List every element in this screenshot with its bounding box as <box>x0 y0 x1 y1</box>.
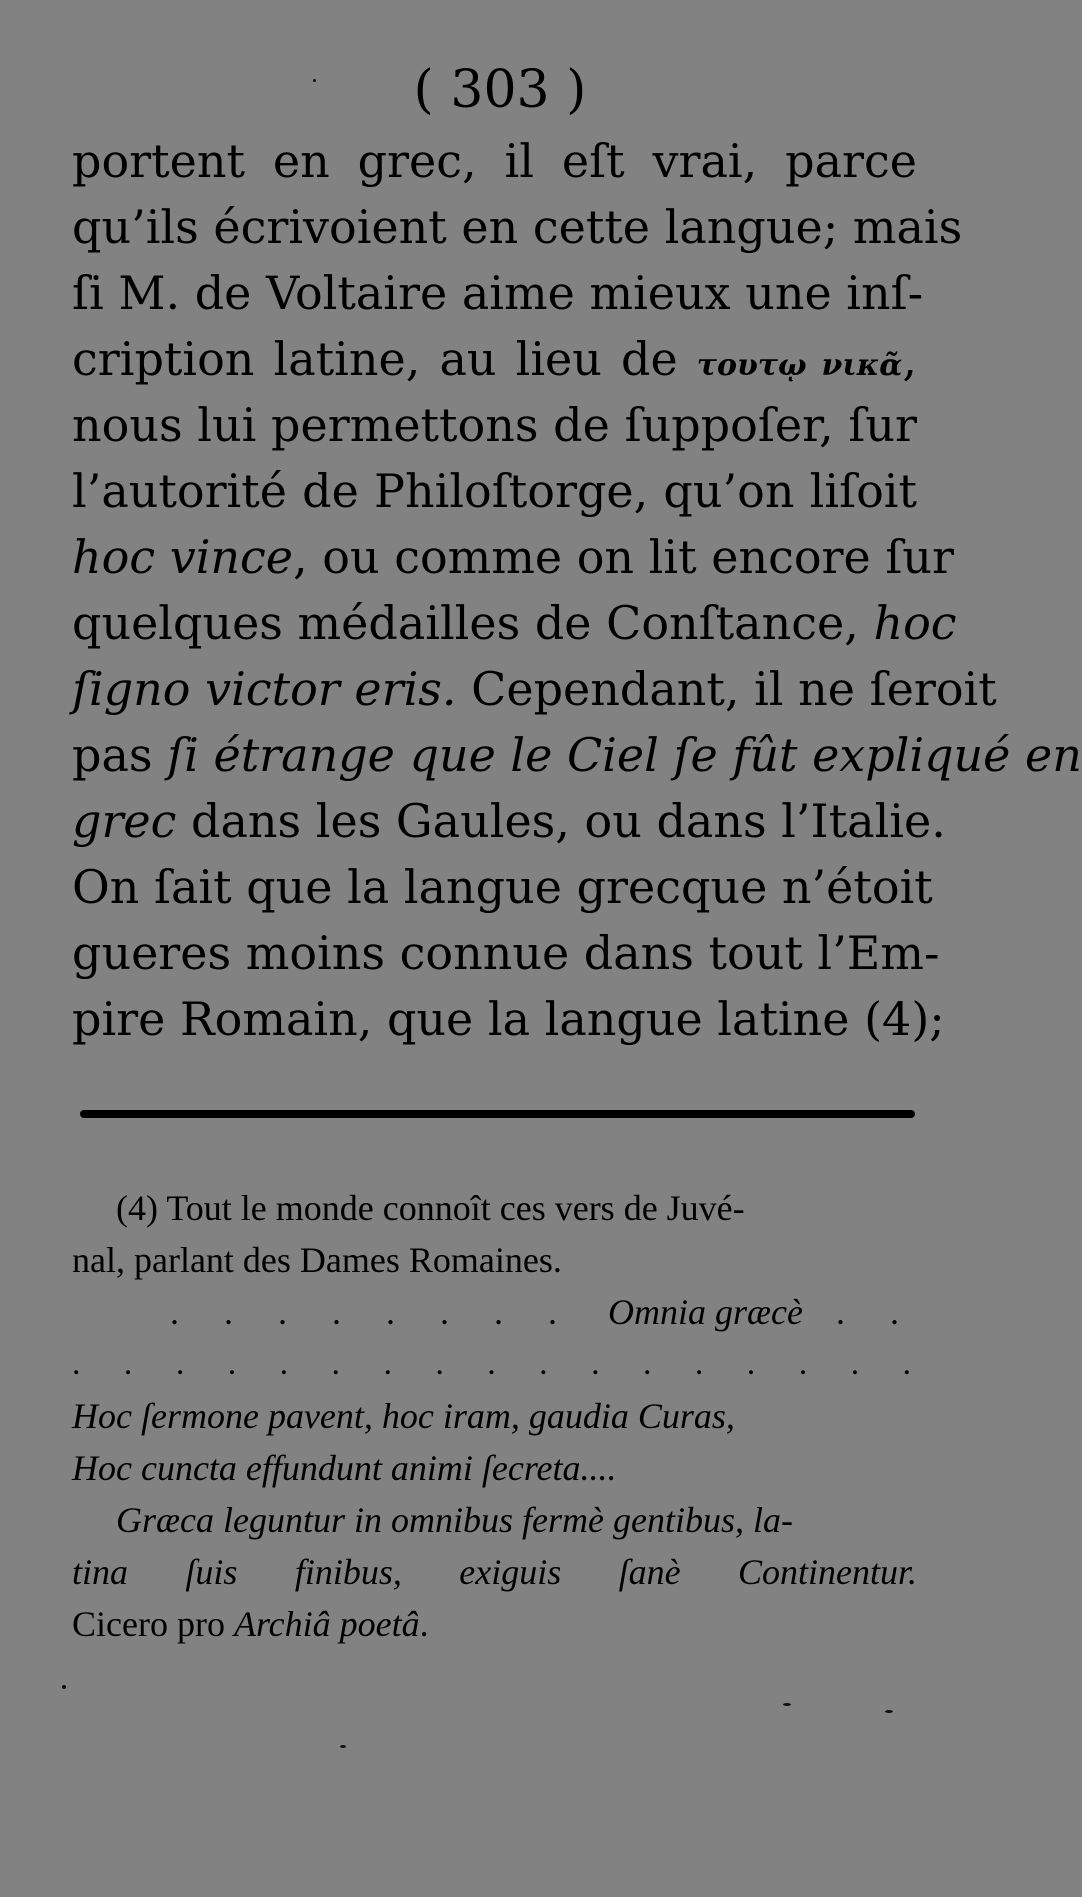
italic-phrase: grec <box>72 794 177 848</box>
footnote-quote: Græca leguntur in omnibus fermè gentibus, la- <box>116 1500 793 1540</box>
text-line <box>72 722 1082 788</box>
ink-speck <box>62 1685 66 1689</box>
text-line: l’autorité de Philoſtorge, qu’on liſoit <box>72 464 917 518</box>
text-line: nous lui permettons de ſuppoſer, ſur <box>72 398 917 452</box>
text-span: dans les Gaules, ou dans l’Italie. <box>176 794 946 848</box>
italic-phrase: ſigno victor eris. <box>72 662 457 716</box>
text-line <box>72 524 954 590</box>
text-line: gueres moins connue dans tout l’Em- <box>72 926 940 980</box>
text-span: . <box>419 1604 429 1644</box>
italic-phrase: Archiâ poetâ <box>233 1604 420 1644</box>
footnote-line: (4) Tout le monde connoît ces vers de Juvé- <box>116 1188 745 1228</box>
text-span: , ou comme on lit encore ſur <box>293 530 954 584</box>
text-span: , <box>902 332 918 386</box>
ink-speck <box>885 1710 893 1713</box>
text-line <box>72 590 957 656</box>
text-span: Cependant, il ne ſeroit <box>456 662 997 716</box>
italic-phrase: hoc vince <box>72 530 294 584</box>
ink-speck <box>783 1703 791 1706</box>
text-line <box>72 788 946 854</box>
footnote <box>72 1182 917 1650</box>
italic-phrase: hoc <box>873 596 957 650</box>
page-number: ( 303 ) <box>413 60 587 120</box>
footnote-verse: Hoc ſermone pavent, hoc iram, gaudia Curas, <box>72 1396 735 1436</box>
ink-speck <box>313 79 316 82</box>
italic-phrase: ſi étrange que le Ciel ſe fût expliqué en <box>167 728 1082 782</box>
ellipsis-dots: . . <box>836 1292 917 1332</box>
text-line: qu’ils écrivoient en cette langue; mais <box>72 200 963 254</box>
ellipsis-dots: . . . . . . . . . . . . . . . . . <box>72 1345 917 1382</box>
greek-phrase: τουτῳ νικᾶ <box>696 348 903 383</box>
text-line: ſi M. de Voltaire aime mieux une inſ- <box>72 266 924 320</box>
text-line: On ſait que la langue grecque n’étoit <box>72 860 933 914</box>
text-line <box>72 326 917 392</box>
footnote-verse: Hoc cuncta effundunt animi ſecreta.... <box>72 1448 617 1488</box>
ellipsis-dots: . . . . . . . . <box>170 1292 576 1332</box>
text-line <box>72 656 997 722</box>
footnote-divider <box>80 1110 915 1118</box>
footnote-quote: tina ſuis finibus, exiguis ſanè Continentur. <box>72 1552 917 1592</box>
italic-phrase: Omnia græcè <box>608 1292 803 1332</box>
footnote-line <box>72 1286 917 1338</box>
text-span: Cicero pro <box>72 1604 234 1644</box>
footnote-line: nal, parlant des Dames Romaines. <box>72 1240 562 1280</box>
text-span: pas <box>72 728 168 782</box>
footnote-citation <box>72 1598 917 1650</box>
text-span: quelques médailles de Conſtance, <box>72 596 859 650</box>
main-text <box>72 128 1082 1052</box>
text-line: pire Romain, que la langue latine (4); <box>72 992 945 1046</box>
text-span: cription latine, au lieu de <box>72 332 678 386</box>
ink-speck <box>340 1745 346 1748</box>
text-line: portent en grec, il eſt vrai, parce <box>72 134 917 188</box>
